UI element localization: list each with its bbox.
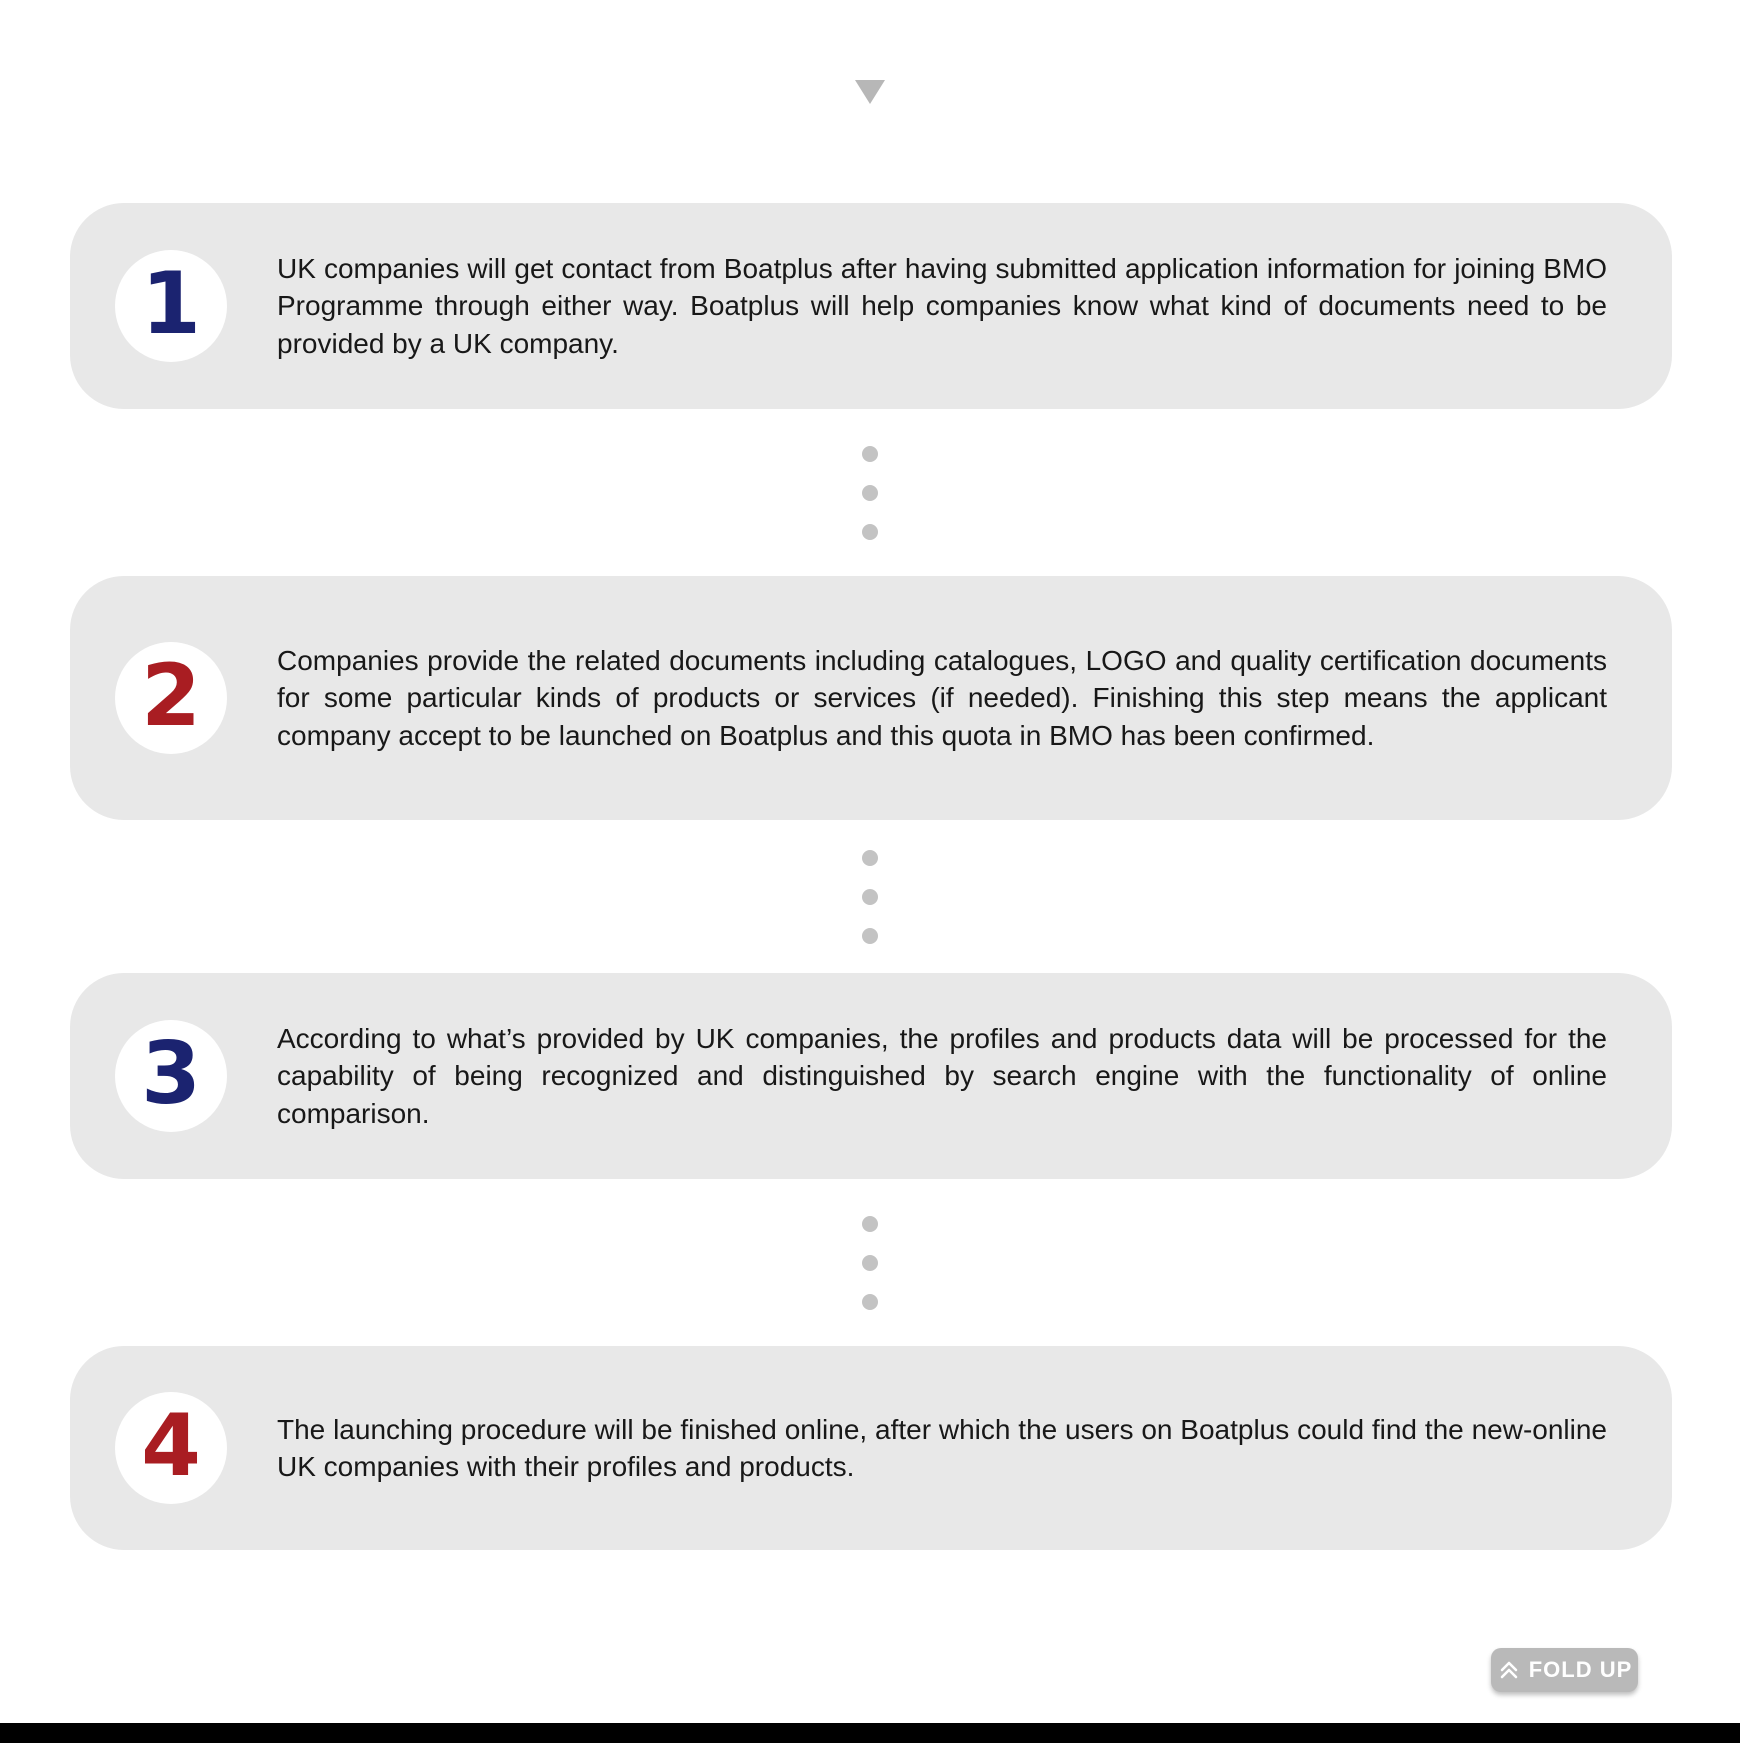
connector-dot xyxy=(862,1216,878,1232)
step-number: 1 xyxy=(141,254,201,354)
connector-dot xyxy=(862,1255,878,1271)
fold-up-button[interactable] xyxy=(1491,1648,1638,1692)
step-number-badge xyxy=(115,1020,227,1132)
step-number: 2 xyxy=(141,646,201,746)
step-number-badge xyxy=(115,250,227,362)
step-card-4 xyxy=(70,1346,1672,1550)
connector-dots xyxy=(862,1216,878,1310)
triangle-down-icon xyxy=(855,80,885,104)
step-description: UK companies will get contact from Boatplus after having submitted application information for joining BMO Programme through either way. Boatplus will help companies know what kind of documents need to be provided by a UK company. xyxy=(277,252,1607,359)
step-number-badge xyxy=(115,1392,227,1504)
connector-dots xyxy=(862,850,878,944)
connector-dot xyxy=(862,850,878,866)
step-description: According to what’s provided by UK companies, the profiles and products data will be processed for the capability of being recognized and distinguished by search engine with the functionality of online comparison. xyxy=(277,1022,1607,1129)
fold-up-label: FOLD UP xyxy=(1528,1657,1633,1682)
step-number: 4 xyxy=(141,1396,201,1496)
step-number-badge xyxy=(115,642,227,754)
double-chevron-up-icon xyxy=(1497,1658,1521,1682)
step-card-3 xyxy=(70,973,1672,1179)
step-description: The launching procedure will be finished online, after which the users on Boatplus could find the new-online UK companies with their profiles and products. xyxy=(277,1413,1607,1482)
step-card-1 xyxy=(70,203,1672,409)
connector-dots xyxy=(862,446,878,540)
connector-dot xyxy=(862,524,878,540)
step-number: 3 xyxy=(141,1024,201,1124)
connector-dot xyxy=(862,485,878,501)
connector-dot xyxy=(862,928,878,944)
step-card-2 xyxy=(70,576,1672,820)
connector-dot xyxy=(862,1294,878,1310)
connector-dot xyxy=(862,446,878,462)
step-description: Companies provide the related documents including catalogues, LOGO and quality certification documents for some particular kinds of products or services (if needed). Finishing this step means the applicant company accept to be launched on Boatplus and this quota in BMO has been confirmed. xyxy=(277,644,1607,751)
bottom-bar xyxy=(0,1723,1740,1743)
connector-dot xyxy=(862,889,878,905)
